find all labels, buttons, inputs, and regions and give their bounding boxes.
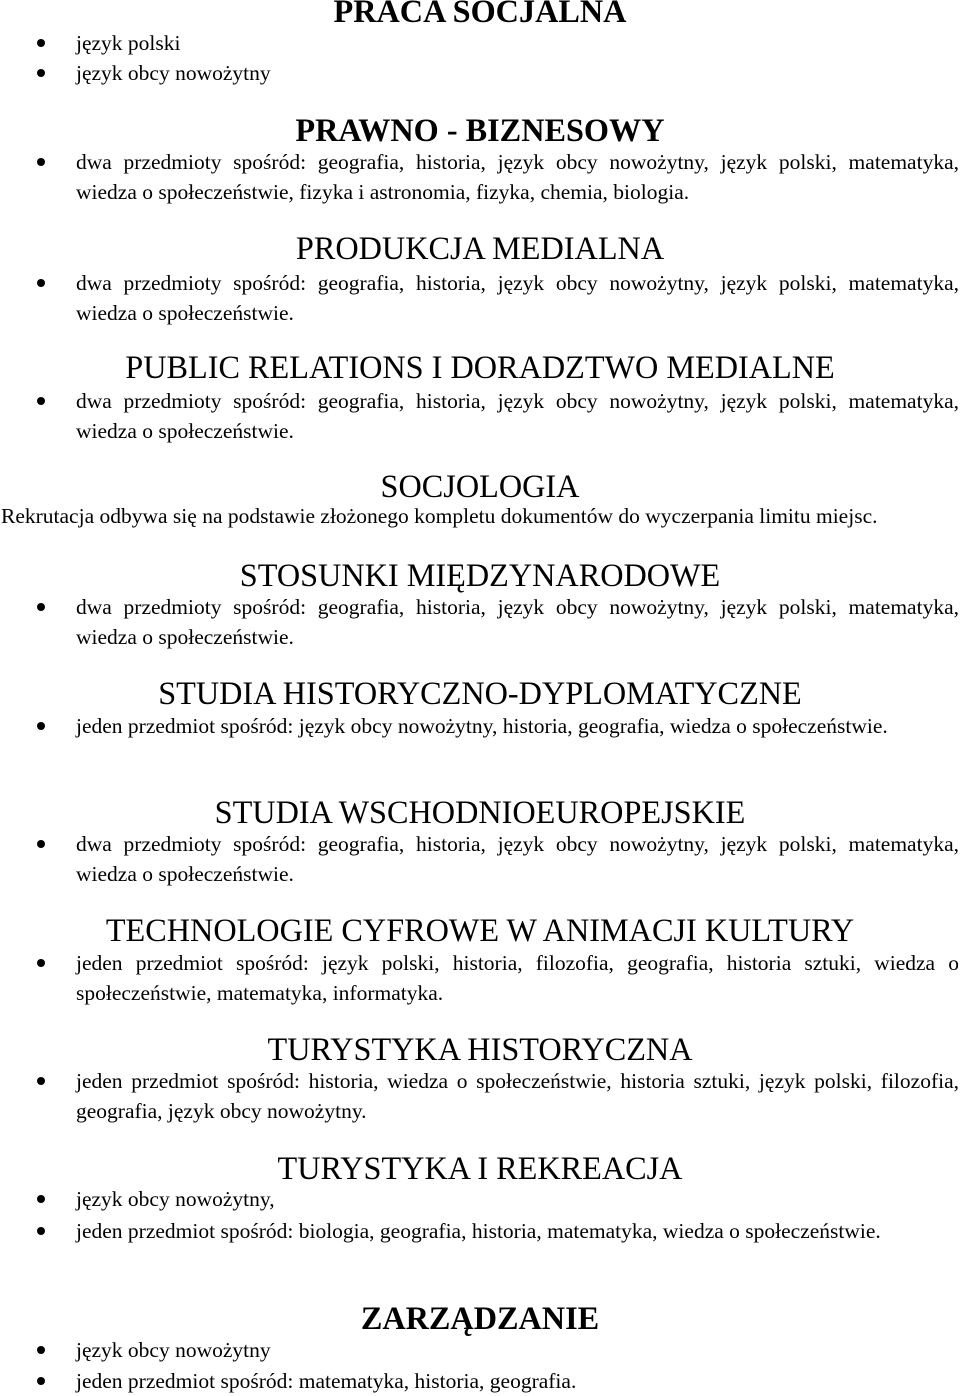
list-item-text: jeden przedmiot spośród: biologia, geografia, historia, matematyka, wiedza o społeczeństwie. <box>76 1219 881 1243</box>
list-item-text: język obcy nowożytny, <box>76 1187 275 1211</box>
section-title: STUDIA WSCHODNIOEUROPEJSKIE <box>214 794 746 830</box>
bullet-icon <box>37 39 45 47</box>
section-title: TURYSTYKA I REKREACJA <box>277 1150 683 1186</box>
list-item-text: język obcy nowożytny <box>76 61 271 85</box>
list-item-text: dwa przedmioty spośród: geografia, historia, język obcy nowożytny, język polski, matematyka, wiedza o społeczeństwie, fizyka i astronomia, fizyka, chemia, biologia. <box>76 150 959 204</box>
bullet-icon <box>37 69 45 77</box>
section-paragraph: Rekrutacja odbywa się na podstawie złożonego kompletu dokumentów do wyczerpania limitu miejsc. <box>1 504 878 528</box>
bullet-icon <box>37 840 45 848</box>
bullet-icon <box>37 603 45 611</box>
list-item-text: jeden przedmiot spośród: język obcy nowożytny, historia, geografia, wiedza o społeczeństwie. <box>76 714 888 738</box>
section-title: PRACA SOCJALNA <box>333 0 627 29</box>
bullet-icon <box>37 158 45 166</box>
bullet-icon <box>37 1227 45 1235</box>
section-title: TURYSTYKA HISTORYCZNA <box>267 1031 693 1067</box>
list-item-text: jeden przedmiot spośród: język polski, historia, filozofia, geografia, historia sztuki, wiedza o społeczeństwie, matematyka, informatyka. <box>76 951 959 1005</box>
bullet-icon <box>37 959 45 967</box>
section-title: TECHNOLOGIE CYFROWE W ANIMACJI KULTURY <box>105 912 855 948</box>
section-title: ZARZĄDZANIE <box>360 1300 600 1336</box>
bullet-icon <box>37 1346 45 1354</box>
list-item-text: jeden przedmiot spośród: matematyka, historia, geografia. <box>76 1369 577 1393</box>
list-item-text: dwa przedmioty spośród: geografia, historia, język obcy nowożytny, język polski, matematyka, wiedza o społeczeństwie. <box>76 832 959 886</box>
section-title: SOCJOLOGIA <box>380 468 580 504</box>
bullet-icon <box>37 397 45 405</box>
section-title: PRODUKCJA MEDIALNA <box>295 230 665 266</box>
list-item-text: jeden przedmiot spośród: historia, wiedza o społeczeństwie, historia sztuki, język polski, filozofia, geografia, język obcy nowożytny. <box>76 1069 959 1123</box>
bullet-icon <box>37 279 45 287</box>
section-title: PRAWNO - BIZNESOWY <box>295 112 665 148</box>
section-title: PUBLIC RELATIONS I DORADZTWO MEDIALNE <box>125 349 835 385</box>
list-item-text: dwa przedmioty spośród: geografia, historia, język obcy nowożytny, język polski, matematyka, wiedza o społeczeństwie. <box>76 389 959 443</box>
bullet-icon <box>37 1377 45 1385</box>
section-title: STOSUNKI MIĘDZYNARODOWE <box>239 557 721 593</box>
list-item-text: język polski <box>76 31 181 55</box>
list-item-text: język obcy nowożytny <box>76 1338 271 1362</box>
section-title: STUDIA HISTORYCZNO-DYPLOMATYCZNE <box>158 675 802 711</box>
bullet-icon <box>37 1195 45 1203</box>
list-item-text: dwa przedmioty spośród: geografia, historia, język obcy nowożytny, język polski, matematyka, wiedza o społeczeństwie. <box>76 271 959 325</box>
list-item-text: dwa przedmioty spośród: geografia, historia, język obcy nowożytny, język polski, matematyka, wiedza o społeczeństwie. <box>76 595 959 649</box>
bullet-icon <box>37 722 45 730</box>
bullet-icon <box>37 1077 45 1085</box>
